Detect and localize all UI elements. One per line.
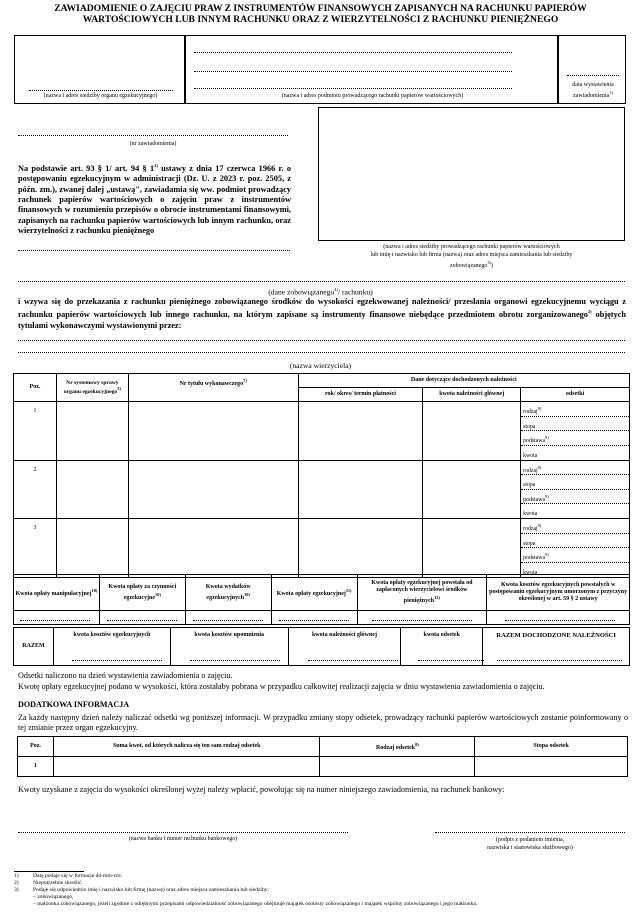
col-poz: Poz. [18, 737, 54, 757]
title-line-1: ZAWIADOMIENIE O ZAJĘCIU PRAW Z INSTRUMENTÓW FINANSOWYCH ZAPISANYCH NA RACHUNKU PAPIERÓW [54, 3, 587, 14]
prowadzacy-box [318, 107, 625, 241]
table-row: 1 rodzaj$^{8)}$ stopa podstawa$^{9)}$ kwota [14, 402, 630, 461]
odsetki-table [17, 736, 628, 777]
razem-label: RAZEM [14, 628, 54, 666]
col-rodzaj-odsetek: Rodzaj odsetek$^{8)}$ [320, 737, 475, 757]
organ-label: (nazwa i adres siedziby organu egzekucyjnego) [43, 93, 158, 99]
table-row: 2 rodzaj$^{8)}$ stopa podstawa$^{9)}$ kwota [14, 460, 630, 519]
kwota-wydatkow: Kwota wydatków egzekucyjnych$^{10)}$ [185, 575, 271, 611]
data-label: data wystawienia zawiadomienia$^{1)}$ [572, 82, 614, 99]
footnotes: 1) Datę podaje się w formacie dd-mm-rrrr. 2) Niepotrzebne skreślić. 3) Podaje się odpowiednio imię i nazwisko lub firmę (nazwę) oraz adres miejsca zamieszkania lub siedziby: – zobowiązanego, – małżonka zobowiązanego, jeżeli zgodnie z odrębnymi przepisami odpowiedzialność zobowiązanego obejmuje majątek osobisty zobowiązanego i majątek wspólny zobowiązanego i jego małżonka, [14, 873, 478, 907]
kwota-kosztow-umorzone: Kwota kosztów egzekucyjnych powstałych w postępowaniu egzekucyjnym umorzonym z przyczyny określonej w art. 59 § 2 ustawy [487, 575, 630, 611]
wierzyciel-label: (nazwa wierzyciela) [289, 361, 352, 370]
koszty-table [13, 574, 630, 625]
wzywa-text: i wzywa się do przekazania z rachunku pieniężnego zobowiązanego środków do wysokości egzekwowanej należności/ przesłania organowi egzekucyjnemu wyciągu z rachunku papierów wartościowych lub innego rachunku, na którym zapisane są instrumenty finansowe niebędące przedmiotem obrotu zorganizowanego$^{2)}$ objętych tytułami wykonawczymi wystawionymi przez: [18, 297, 626, 330]
kwota-naleznosci-glownej: kwota należności głównej [288, 628, 401, 666]
note-odsetki: Odsetki naliczono na dzień wystawienia zawiadomienia o zajęciu. [18, 671, 233, 680]
bank-label: (nazwa banku i numer rachunku bankowego) [128, 836, 238, 842]
col-stopa-odsetek: Stopa odsetek [475, 737, 628, 757]
col-rok: rok/ okres/ termin płatności [298, 388, 423, 402]
kwota-oplaty-czynnosci: Kwota opłaty za czynności egzekucyjne$^{10)}$ [99, 575, 185, 611]
kwota-oplaty-manipulacyjnej: Kwota opłaty manipulacyjnej$^{10)}$ [14, 575, 100, 611]
col-poz: Poz. [14, 374, 57, 402]
table-row: 3 rodzaj$^{8)}$ stopa podstawa$^{9)}$ kwota [14, 519, 630, 578]
organ-box [14, 35, 185, 104]
razem-dochodzone: RAZEM DOCHODZONE NALEŻNOŚCI [483, 628, 630, 666]
dodatkowa-text: Za każdy następny dzień należy naliczać odsetki wg poniższej informacji. W przypadku zmiany stopy odsetek, prowadzący rachunki papierów wartościowych zostanie poinformowany o tej zmianie przez organ egzekucyjny. [18, 713, 628, 733]
prowadzacy-label: (nazwa i adres siedziby prowadzącego rachunki papierów wartościowych lub imię i nazwisko lub firma (nazwa) oraz adres miejsca zamieszkania lub siedziby zobowiązanego$^{3)}$) [370, 244, 573, 269]
kwota-oplaty-zaplacone: Kwota opłaty egzekucyjnej powstała od zapłaconych wierzycielowi środków pieniężnych$^{12)}$ [357, 575, 487, 611]
kwota-kosztow-upomnienia: kwota kosztów upomnienia [170, 628, 288, 666]
kwota-odsetek: kwota odsetek [401, 628, 483, 666]
col-nr-tytulu: Nr tytułu wykonawczego$^{7)}$ [128, 374, 298, 402]
nr-zawiadomienia-label: (nr zawiadomienia) [129, 141, 177, 147]
podmiot-label: (nazwa i adres podmiotu prowadzącego rachunki papierów wartościowych) [281, 93, 464, 99]
kwoty-text: Kwoty uzyskane z zajęcia do wysokości określonej wyżej należy wpłacić, powołując się na numer niniejszego zawiadomienia, na rachunek bankowy: [18, 785, 505, 794]
kwota-oplaty-egzekucyjnej: Kwota opłaty egzekucyjnej$^{11)}$ [271, 575, 357, 611]
document-title [0, 3, 641, 25]
note-oplata: Kwotę opłaty egzekucyjnej podano w wysokości, która zostałaby pobrana w przypadku całkowitej realizacji zajęcia w dniu wystawienia zawiadomienia o zajęciu. [18, 682, 545, 691]
dodatkowa-title: DODATKOWA INFORMACJA [18, 700, 130, 709]
col-nr-systemowy: Nr systemowy sprawy organu egzekucyjnego$^{5)}$ [56, 374, 128, 402]
title-line-2: WARTOŚCIOWYCH LUB INNYM RACHUNKU ORAZ Z WIERZYTELNOŚCI Z RACHUNKU PIENIĘŻNEGO [82, 14, 559, 25]
kwota-kosztow-egzekucyjnych: kwota kosztów egzekucyjnych [53, 628, 170, 666]
col-kwota-glowna: kwota należności głównej [423, 388, 521, 402]
dane-zobowiazanego-label: (dane zobowiązanego$^{4)}$/ rachunku) [268, 287, 373, 297]
podmiot-box [185, 35, 558, 104]
podpis-label: (podpis z podaniem imienia, nazwiska i stanowiska służbowego) [487, 837, 573, 851]
col-suma-kwot: Suma kwot, od których nalicza się ten sam rodzaj odsetek [53, 737, 320, 757]
col-dane-naleznosci: Dane dotyczące dochodzonych należności [298, 374, 629, 388]
table-row: 1 [18, 757, 628, 777]
naleznosci-table [13, 373, 630, 578]
col-odsetki: odsetki [521, 388, 630, 402]
data-box [558, 35, 626, 104]
legal-basis-text: Na podstawie art. 93 § 1/ art. 94 § 1$^{2)}$ ustawy z dnia 17 czerwca 1966 r. o postępowaniu egzekucyjnym w administracji (Dz. U. z 2023 r. poz. 2505, z późn. zm.), zwanej dalej „ustawą", zawiadamia się ww. podmiot prowadzący rachunek papierów wartościowych o zajęciu praw z instrumentów finansowych w rozumieniu przepisów o obrocie instrumentami finansowymi, zapisanych na rachunku papierów wartościowych lub innym rachunku, oraz wierzytelności z rachunku pieniężnego [18, 163, 291, 236]
